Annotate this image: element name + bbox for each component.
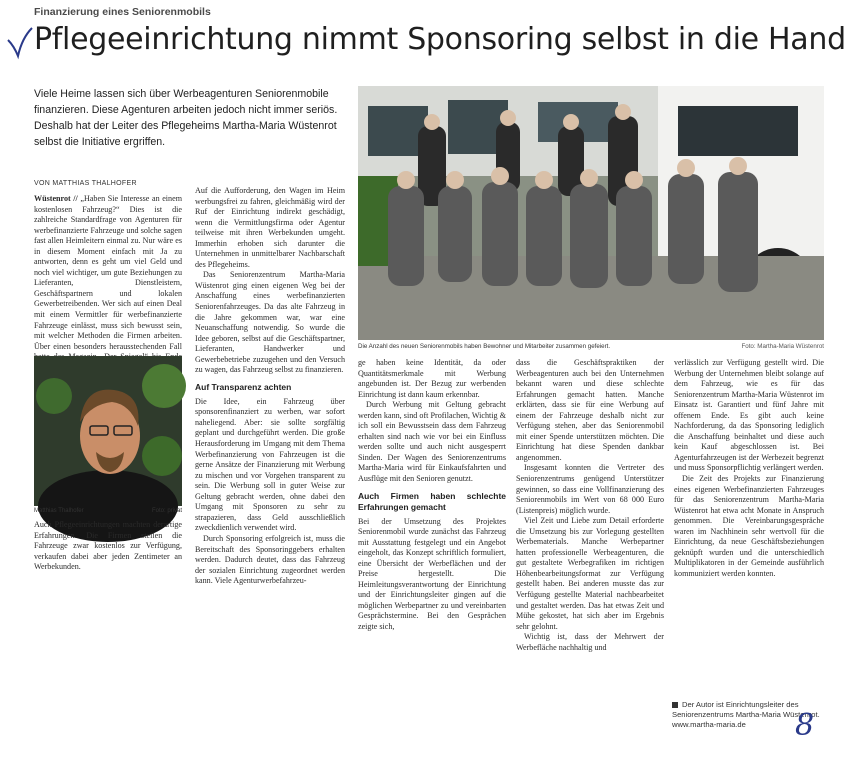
- byline: VON MATTHIAS THALHOFER: [34, 180, 137, 187]
- author-note-text: Der Autor ist Einrichtungsleiter des Seniorenzentrums Martha-Maria Wüstenrot.: [672, 700, 820, 719]
- article-column-1-continued: [34, 520, 182, 756]
- paragraph: verlässlich zur Verfügung gestellt wird. Die Werbung der Unternehmen bleibt solange auf dem Fahrzeug, wie es für das Seniorenzentrum Martha-Maria Wüstenrot im Einsatz ist. Garantiert und fünf Jahre mit offenem Ende. Es gibt auch keine Nachforderung, da das Sponsoring lediglich die Anschaffung beinhaltet und diese auch kein Kauf abgeschlossen ist. Bei Agenturfahrzeugen ist der Werbezeit begrenzt und muss Sponsorpflichtig verlängert werden.: [674, 358, 824, 473]
- dateline: Wüstenrot //: [34, 194, 78, 203]
- paragraph: Die Idee, ein Fahrzeug über sponsorenfinanziert zu werben, war sofort naheliegend. Aber: sie sollte sorgfältig geplant und durchgeführt werden. Die große Herausforderung im Umgang mit dem Thema Werbefinanzierung von Fahrzeugen ist die gerne Ansätze der Finanzierung mit Werbung zu mischen und vor Vorgehen transparent zu sein. Die Werbung soll in guter Weise zur Geltung gebracht werden, ohne dabei den Umgang mit Sponsoren zu sehr zu strapazieren, dass Geld ausschließlich zweckdienlich verwendet wird.: [195, 396, 345, 533]
- paragraph: Viel Zeit und Liebe zum Detail erforderte die Umsetzung bis zur Vorlegung gestellten Werbematerials. Manche Werbepartner hatten professionelle Werbeagenturen, die gut gestaltete Werbegrafiken im richtigen Höhenbearbeitungsformat zur Verfügung gestellt haben. Bei anderen musste das zur Verfügung gestellte Material nachbearbeitet und gestaltet werden. Das hat etwas Zeit und Mühe gekostet, hat sich aber im Ergebnis sehr gelohnt.: [516, 516, 664, 631]
- paragraph: Auf die Aufforderung, den Wagen im Heim werbungsfrei zu fahren, gleichmäßig wird der Ruf der Einrichtung indirekt geschädigt, wenn die Vermittlungsfirma oder Agentur teilweise mit ihren Werbekunden umgeht. Immerhin erhoben sich darunter die Unternehmen in unmittelbarer Nachbarschaft des Pflegeheims.: [195, 186, 345, 269]
- paragraph: Das Seniorenzentrum Martha-Maria Wüstenrot ging einen eigenen Weg bei der Anschaffung eines werbefinanzierten Seniorenfahrzeuges. Da das alte Fahrzeug in die Jahre gekommen war, war eine Neuanschaffung notwendig. So wurde die Idee geboren, selbst auf die Geschäftspartner, Lieferanten, Handwerker und Gewerbebetriebe zuzugehen und den Versuch zu wagen, das Fahrzeug selbst zu finanzieren.: [195, 270, 345, 375]
- portrait-name: Matthias Thalhofer: [34, 508, 84, 514]
- paragraph: Die Zeit des Projekts zur Finanzierung eines eigenen Werbefinanzierten Fahrzeuges für das Seniorenzentrum Martha-Maria Wüstenrot hat etwa acht Monate in Anspruch genommen. Die Vereinbarungsgespräche waren im Nachhinein sehr wertvoll für die Einrichtung, da neue Geschäftsbeziehungen geknüpft wurden und die unterschiedlich Multiplikatoren in der Gemeinde ausführlich kommuniziert werden konnten.: [674, 474, 824, 578]
- paragraph: dass die Geschäftspraktiken der Werbeagenturen auch bei den Unternehmen bekannt waren und diese schlechte Erfahrungen gemacht hatten. Manche erklärten, dass sie für eine Werbung auf einem der Fahrzeuge deshalb nicht zur Verfügung stehen, aber das Seniorenmobil mit einer Spende unterstützen möchten. Die Einrichtung hat diese Spenden dankbar angenommen.: [516, 358, 664, 462]
- article-column-3: [358, 358, 506, 756]
- author-url[interactable]: www.martha-maria.de: [672, 720, 746, 729]
- portrait-credit: Foto: privat: [151, 508, 182, 514]
- page-number: 8: [795, 708, 815, 743]
- headline: Pflegeeinrichtung nimmt Sponsoring selbst in die Hand: [34, 22, 846, 57]
- paragraph: Durch Sponsoring erfolgreich ist, muss die Bereitschaft des Sponsoringgebers erhalten werden. Dadurch deutet, dass das Fahrzeug der sozialen Einrichtung zugeordnet werden kann. Viele Agenturwerbefahrzeu-: [195, 533, 345, 586]
- subheading: Auf Transparenz achten: [195, 381, 292, 392]
- article-column-1: [34, 194, 182, 352]
- photo-caption-text: Die Anzahl des neuen Seniorenmobils haben Bewohner und Mitarbeiter zusammen gefeiert.: [358, 343, 611, 350]
- portrait-caption: [34, 508, 182, 514]
- article-column-5: [674, 358, 824, 692]
- check-mark-icon: [6, 26, 34, 62]
- paragraph: Durch Werbung mit Geltung gebracht werden kann, sind oft Profilachen, Wichtig & ich soll ein Bewusstsein dass dem Fahrzeug erhalten sind nach wie vor bei ein Einfluss werden sollte und auch nicht ausgesperrt Sinden. Der Wagen des Seniorenzentrums Martha-Maria wird für Einkaufsfahrten und Ausflüge mit den Senioren genutzt.: [358, 400, 506, 484]
- intro: Viele Heime lassen sich über Werbeagenturen Seniorenmobile finanzieren. Diese Agenturen arbeiten jedoch nicht immer seriös. Deshalb hat der Leiter des Pflegeheims Martha-Maria Wüstenrot selbst die Initiative ergriffen.: [34, 88, 338, 148]
- photo-caption: [358, 343, 824, 350]
- paragraph: Bei der Umsetzung des Projektes Seniorenmobil wurde zunächst das Fahrzeug mit Ausstattung festgelegt und ein Angebot eingeholt, das Konzept schriftlich formuliert, eine Übersicht der Werbeflächen und der Preise hergestellt. Die Heimleitungsverantwortung der Einrichtung und der Einrichtungsleiter gingen auf die möglichen Werbepartner zu und vereinbarten Gesprächstermine. Bei den Gesprächen zeigte sich,: [358, 516, 506, 632]
- article-column-4: [516, 358, 664, 756]
- kicker: Finanzierung eines Seniorenmobils: [34, 6, 211, 18]
- author-portrait: [34, 356, 182, 506]
- photo-credit: Foto: Martha-Maria Wüstenrot: [741, 343, 824, 350]
- subheading: Auch Firmen haben schlechte Erfahrungen gemacht: [358, 490, 506, 512]
- group-photo: [358, 86, 824, 340]
- paragraph: Wichtig ist, dass der Mehrwert der Werbefläche nachhaltig und: [516, 632, 664, 652]
- paragraph: Auch Pflegeeinrichtungen machten derartige Erfahrungen. Die Firmen stellen die Fahrzeuge zwar kostenlos zur Verfügung, verkaufen dabei aber jeden Zentimeter an Werbekunden.: [34, 520, 182, 572]
- paragraph: „Haben Sie Interesse an einem kostenlosen Fahrzeug?“ Dies ist die zahlreiche Standardfrage von Agenturen für werbefinanzierte Fahrzeuge und solche sagen fast allen Heimleitern einmal zu. Nur wäre es in diesem Moment einfach mit Ja zu antworten, denn es geht um viel Geld und noch viel wichtiger, um gute Beziehungen zu Lieferanten, Dienstleistern, Geschäftspartnern und lokalen Gewerbetreibenden. Wer sich auf einen Deal mit einem Vermittler für werbefinanzierte Fahrzeuge einlässt, muss sich bewusst sein, mit welcher Methoden die Firmen arbeiten. Über einen besonders herausstechenden Fall: [34, 194, 182, 351]
- paragraph: ge haben keine Identität, da oder Quantitätsmerkmale mit Werbung angebunden ist. Der Bezug zur werbenden Einrichtung ist dann kaum erkennbar.: [358, 358, 506, 399]
- square-bullet-icon: [672, 702, 678, 708]
- article-column-2: [195, 186, 345, 756]
- paragraph: Insgesamt konnten die Vertreter des Seniorenzentrums genügend Unterstützer gewinnen, so dass eine Vollfinanzierung des Seniorenmobils im Wert von 68 000 Euro (Listenpreis) möglich wurde.: [516, 463, 664, 515]
